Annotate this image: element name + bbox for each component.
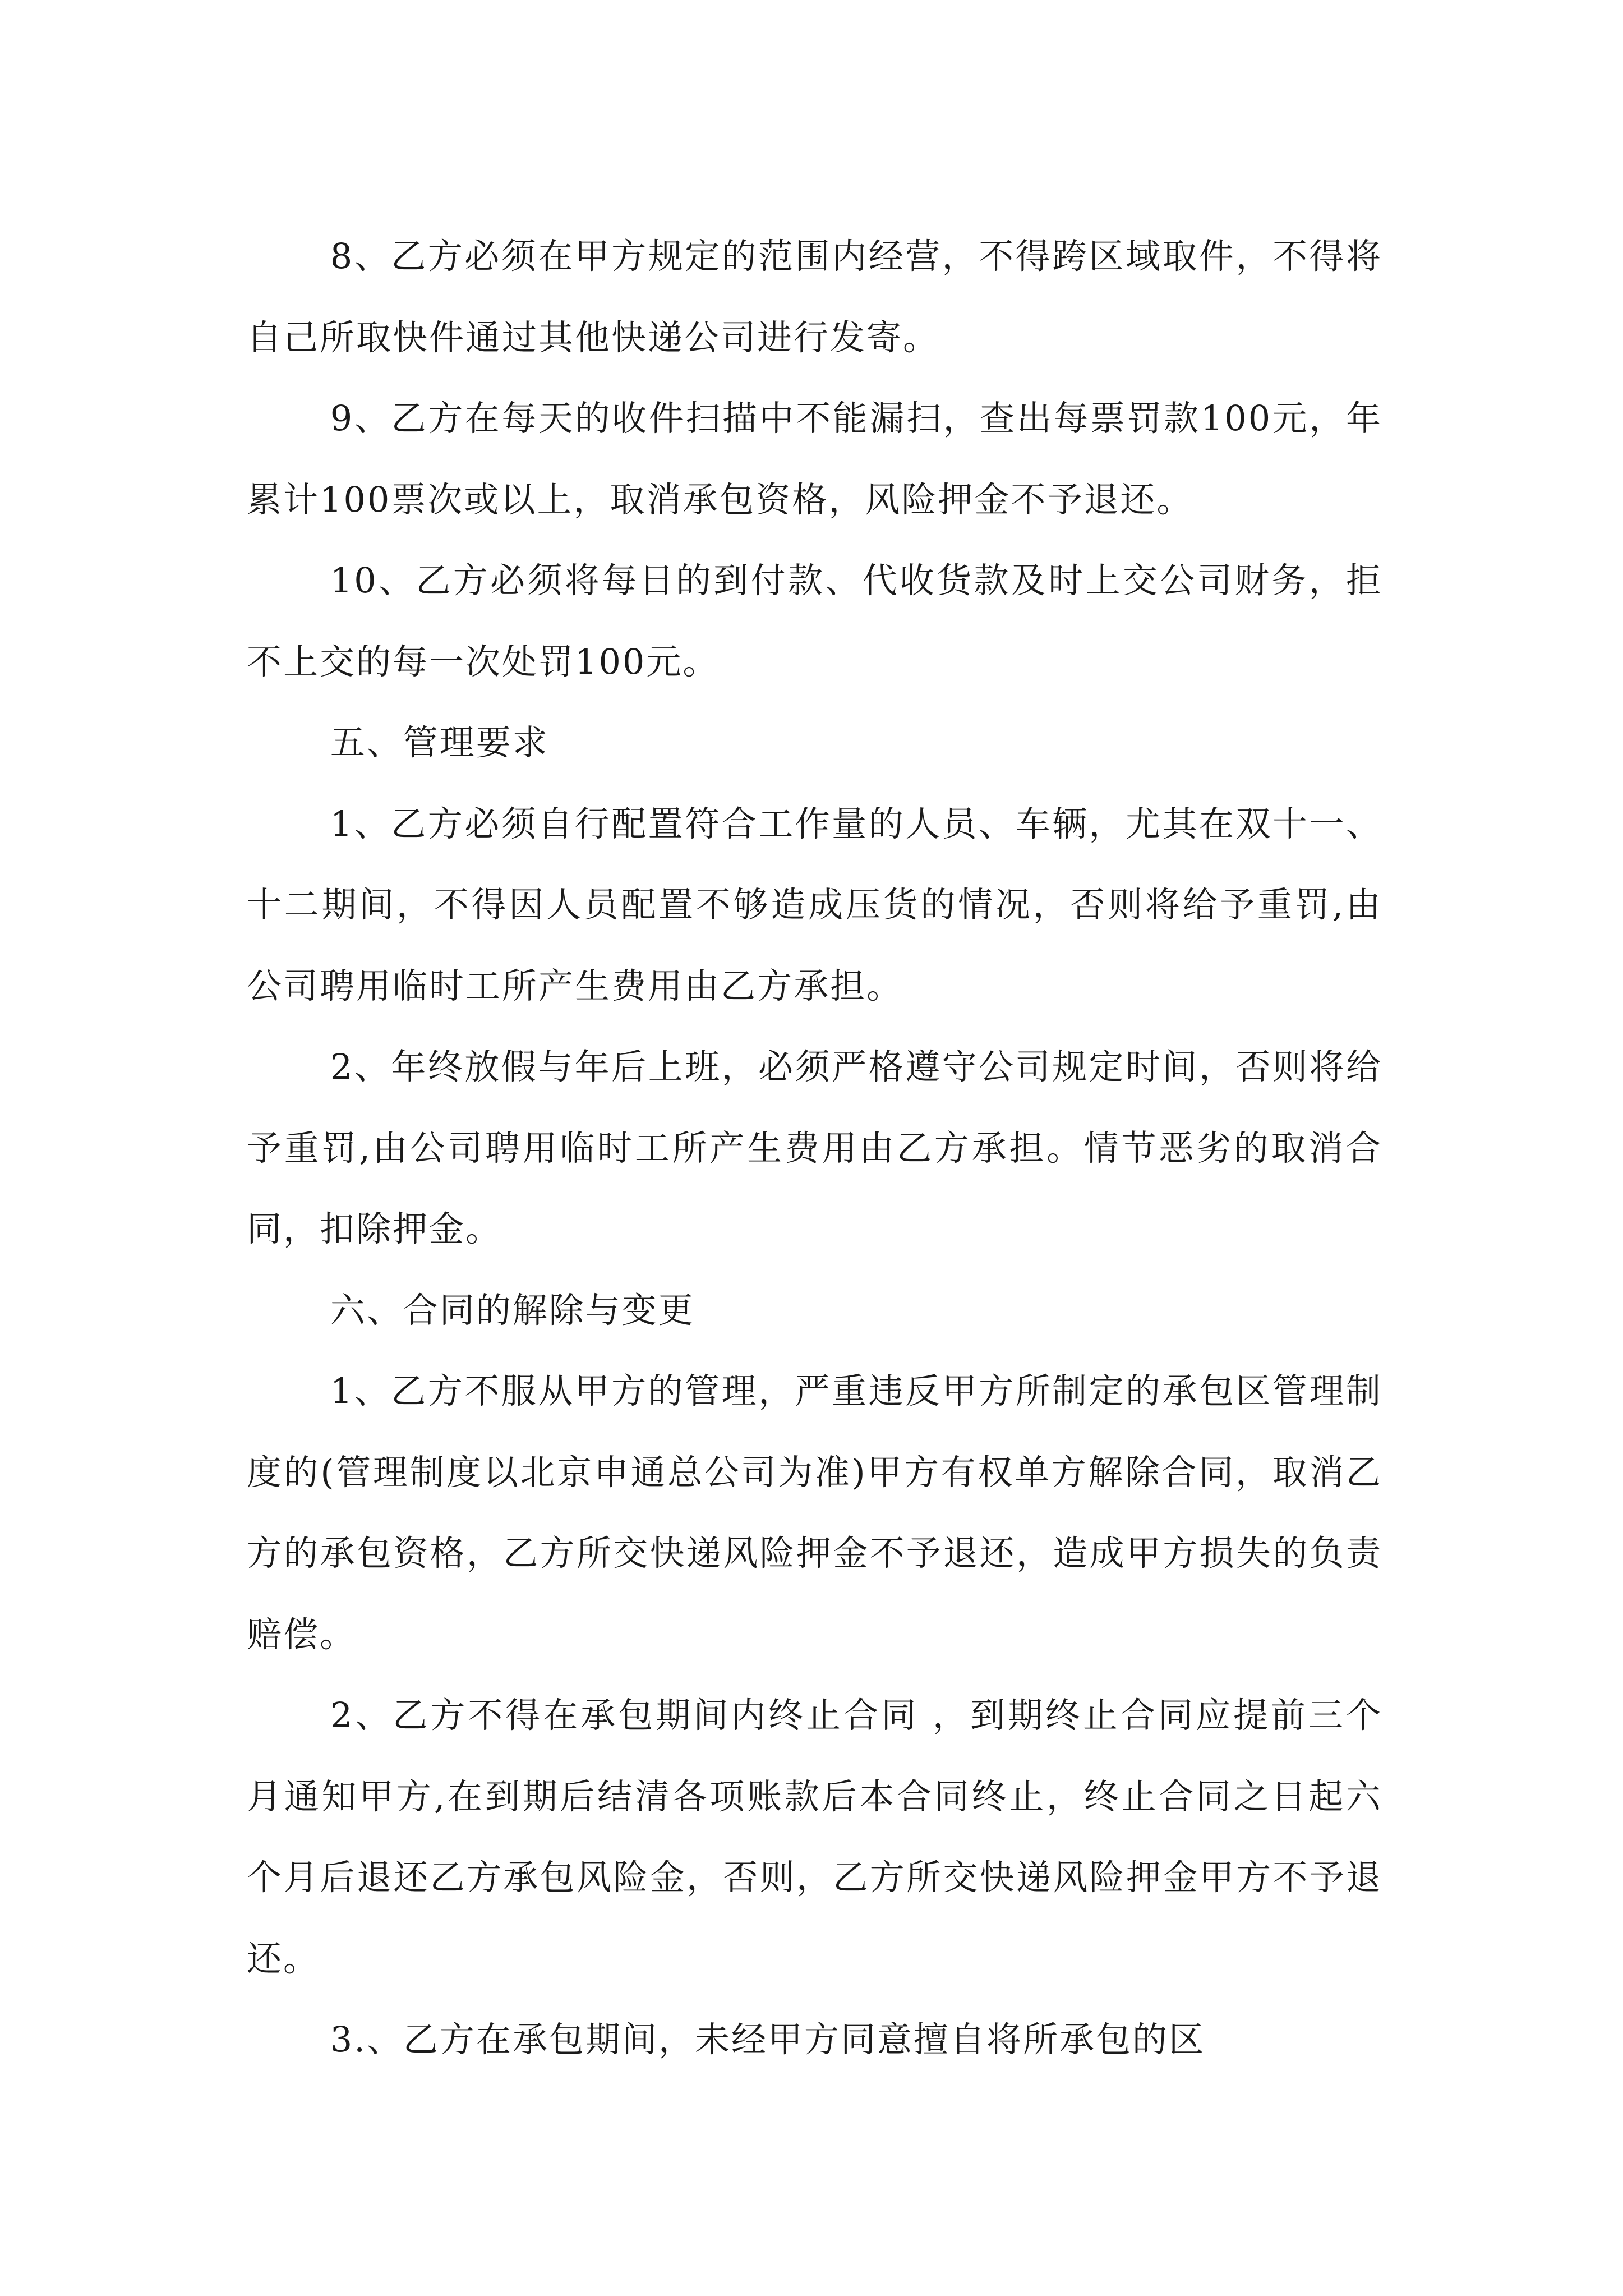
clause-9: 9、乙方在每天的收件扫描中不能漏扫，查出每票罚款100元，年累计100票次或以上，取消承包资格，风险押金不予退还。	[247, 398, 1382, 520]
clause-management-1: 1、乙方必须自行配置符合工作量的人员、车辆，尤其在双十一、十二期间，不得因人员配置不够造成压货的情况，否则将给予重罚,由公司聘用临时工所产生费用由乙方承担。	[247, 803, 1382, 1006]
clause-management-2: 2、年终放假与年后上班，必须严格遵守公司规定时间，否则将给予重罚,由公司聘用临时工所产生费用由乙方承担。情节恶劣的取消合同，扣除押金。	[247, 1046, 1382, 1249]
document-body	[247, 216, 1382, 2081]
clause-8: 8、乙方必须在甲方规定的范围内经营，不得跨区域取件，不得将自己所取快件通过其他快递公司进行发寄。	[247, 236, 1382, 358]
clause-10: 10、乙方必须将每日的到付款、代收货款及时上交公司财务，拒不上交的每一次处罚100元。	[247, 560, 1382, 682]
clause-termination-2: 2、乙方不得在承包期间内终止合同 ，到期终止合同应提前三个月通知甲方,在到期后结清各项账款后本合同终止，终止合同之日起六个月后退还乙方承包风险金，否则，乙方所交快递风险押金甲方不予退还。	[247, 1695, 1382, 1979]
clause-termination-1: 1、乙方不服从甲方的管理，严重违反甲方所制定的承包区管理制度的(管理制度以北京申通总公司为准)甲方有权单方解除合同，取消乙方的承包资格，乙方所交快递风险押金不予退还，造成甲方损失的负责赔偿。	[247, 1370, 1382, 1655]
clause-termination-3: 3.、乙方在承包期间，未经甲方同意擅自将所承包的区	[330, 2019, 1205, 2060]
section-heading-termination: 六、合同的解除与变更	[330, 1289, 695, 1331]
section-heading-management: 五、管理要求	[330, 722, 549, 763]
